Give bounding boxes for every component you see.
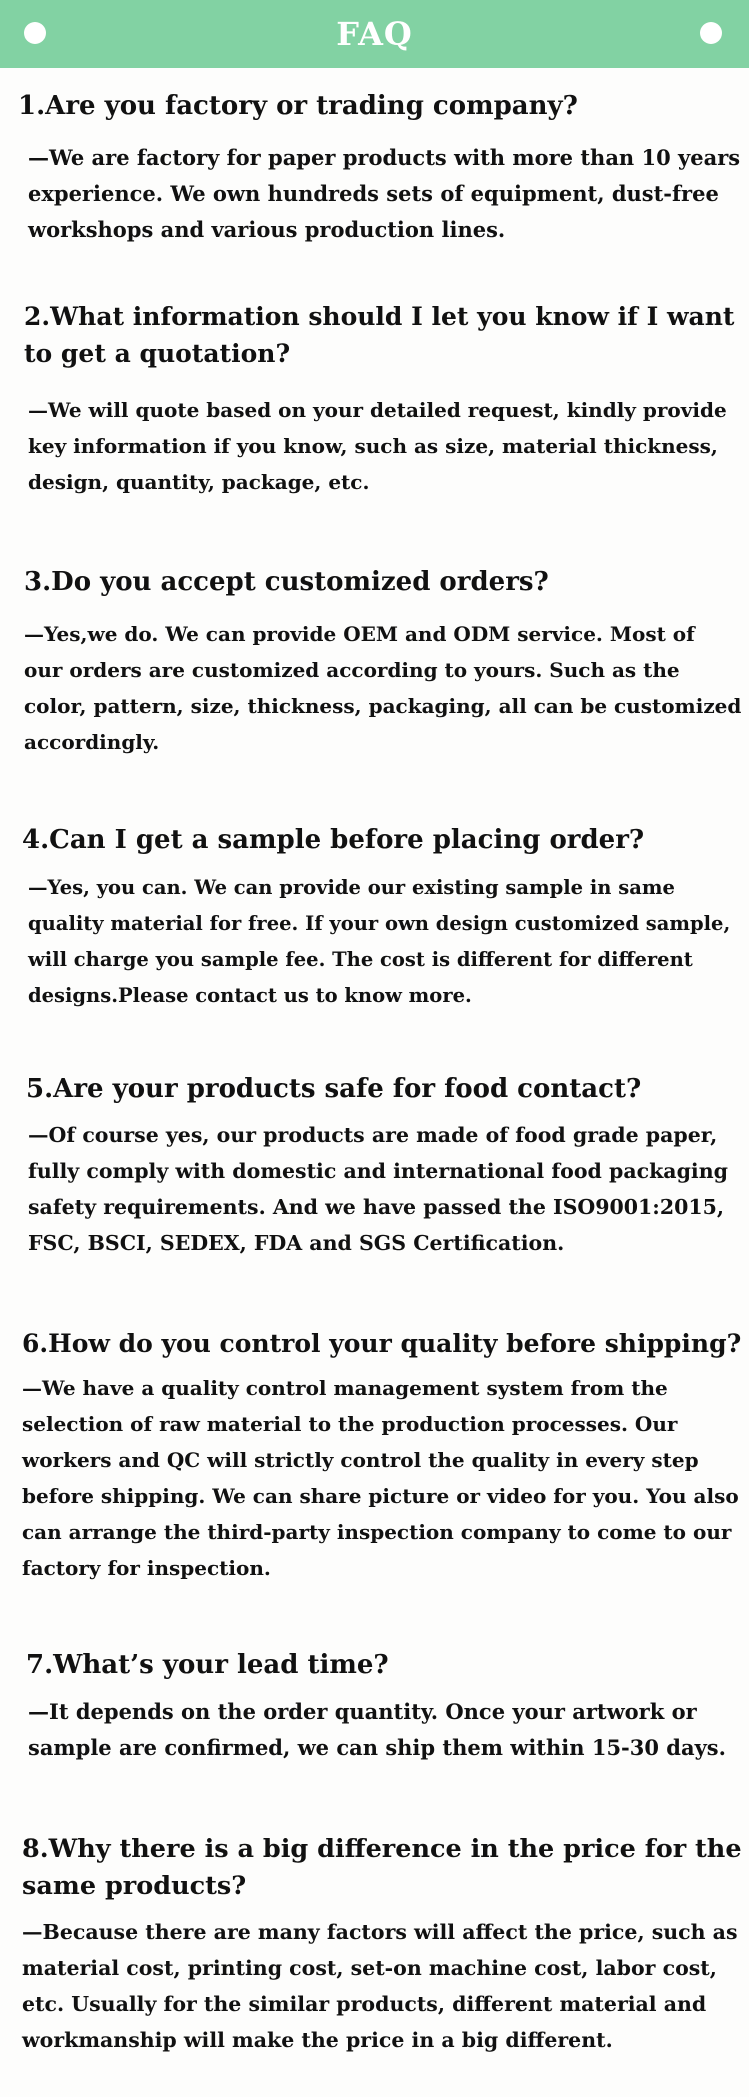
- faq-question-4: [22, 822, 644, 859]
- faq-question-5: [26, 1071, 641, 1108]
- answer-line: experience. We own hundreds sets of equipment, dust-free: [28, 181, 719, 206]
- faq-question-7: [26, 1647, 389, 1684]
- answer-line: workers and QC will strictly control the quality in every step: [22, 1448, 699, 1472]
- answer-line: designs.Please contact us to know more.: [28, 984, 472, 1007]
- faq-answer-5: [28, 1117, 728, 1261]
- faq-question-3: [24, 564, 549, 601]
- question-line: 1.Are you factory or trading company?: [18, 91, 578, 121]
- question-line: 6.How do you control your quality before shipping?: [22, 1329, 742, 1358]
- answer-line: —We will quote based on your detailed request, kindly provide: [28, 398, 727, 422]
- answer-line: —Yes,we do. We can provide OEM and ODM service. Most of: [24, 622, 695, 646]
- circle-icon: [700, 22, 722, 44]
- answer-line: key information if you know, such as size, material thickness,: [28, 434, 718, 458]
- answer-line: —Of course yes, our products are made of food grade paper,: [28, 1123, 718, 1147]
- faq-question-2: [24, 298, 734, 372]
- question-line: to get a quotation?: [24, 339, 291, 368]
- question-line: 8.Why there is a big difference in the price for the: [22, 1834, 742, 1864]
- answer-line: —Because there are many factors will affect the price, such as: [22, 1920, 738, 1944]
- answer-line: workshops and various production lines.: [28, 217, 506, 242]
- faq-answer-8: [22, 1914, 738, 2058]
- answer-line: workmanship will make the price in a big different.: [22, 2028, 613, 2052]
- answer-line: selection of raw material to the production processes. Our: [22, 1412, 678, 1436]
- answer-line: can arrange the third-party inspection company to come to our: [22, 1520, 732, 1544]
- answer-line: material cost, printing cost, set-on machine cost, labor cost,: [22, 1956, 717, 1980]
- faq-answer-6: [22, 1370, 739, 1586]
- answer-line: color, pattern, size, thickness, packaging, all can be customized: [24, 694, 742, 718]
- faq-answer-2: [28, 392, 727, 500]
- question-line: 5.Are your products safe for food contact?: [26, 1074, 642, 1104]
- answer-line: design, quantity, package, etc.: [28, 470, 370, 494]
- question-line: 2.What information should I let you know if I want: [24, 302, 735, 331]
- answer-line: sample are confirmed, we can ship them within 15-30 days.: [28, 1735, 726, 1760]
- answer-line: etc. Usually for the similar products, different material and: [22, 1992, 707, 2016]
- answer-line: FSC, BSCI, SEDEX, FDA and SGS Certification.: [28, 1231, 565, 1255]
- faq-question-8: [22, 1831, 742, 1905]
- answer-line: factory for inspection.: [22, 1556, 271, 1580]
- answer-line: will charge you sample fee. The cost is different for different: [28, 948, 693, 971]
- question-line: 3.Do you accept customized orders?: [24, 567, 549, 597]
- answer-line: fully comply with domestic and international food packaging: [28, 1159, 728, 1183]
- page-title: FAQ: [336, 15, 413, 53]
- faq-answer-3: [24, 616, 741, 760]
- faq-question-1: [18, 88, 578, 125]
- answer-line: —Yes, you can. We can provide our existing sample in same: [28, 876, 675, 899]
- answer-line: accordingly.: [24, 730, 160, 754]
- faq-answer-1: [28, 140, 740, 248]
- question-line: 4.Can I get a sample before placing order?: [22, 825, 645, 855]
- question-line: same products?: [22, 1871, 247, 1901]
- answer-line: quality material for free. If your own design customized sample,: [28, 912, 731, 935]
- answer-line: before shipping. We can share picture or video for you. You also: [22, 1484, 739, 1508]
- faq-answer-4: [28, 870, 730, 1014]
- faq-question-6: [22, 1325, 741, 1362]
- answer-line: our orders are customized according to yours. Such as the: [24, 658, 680, 682]
- answer-line: —We have a quality control management system from the: [22, 1376, 668, 1400]
- faq-header: [0, 0, 749, 68]
- faq-answer-7: [28, 1694, 726, 1766]
- question-line: 7.What’s your lead time?: [26, 1650, 389, 1680]
- answer-line: safety requirements. And we have passed the ISO9001:2015,: [28, 1195, 725, 1219]
- answer-line: —We are factory for paper products with more than 10 years: [28, 145, 741, 170]
- answer-line: —It depends on the order quantity. Once your artwork or: [28, 1699, 697, 1724]
